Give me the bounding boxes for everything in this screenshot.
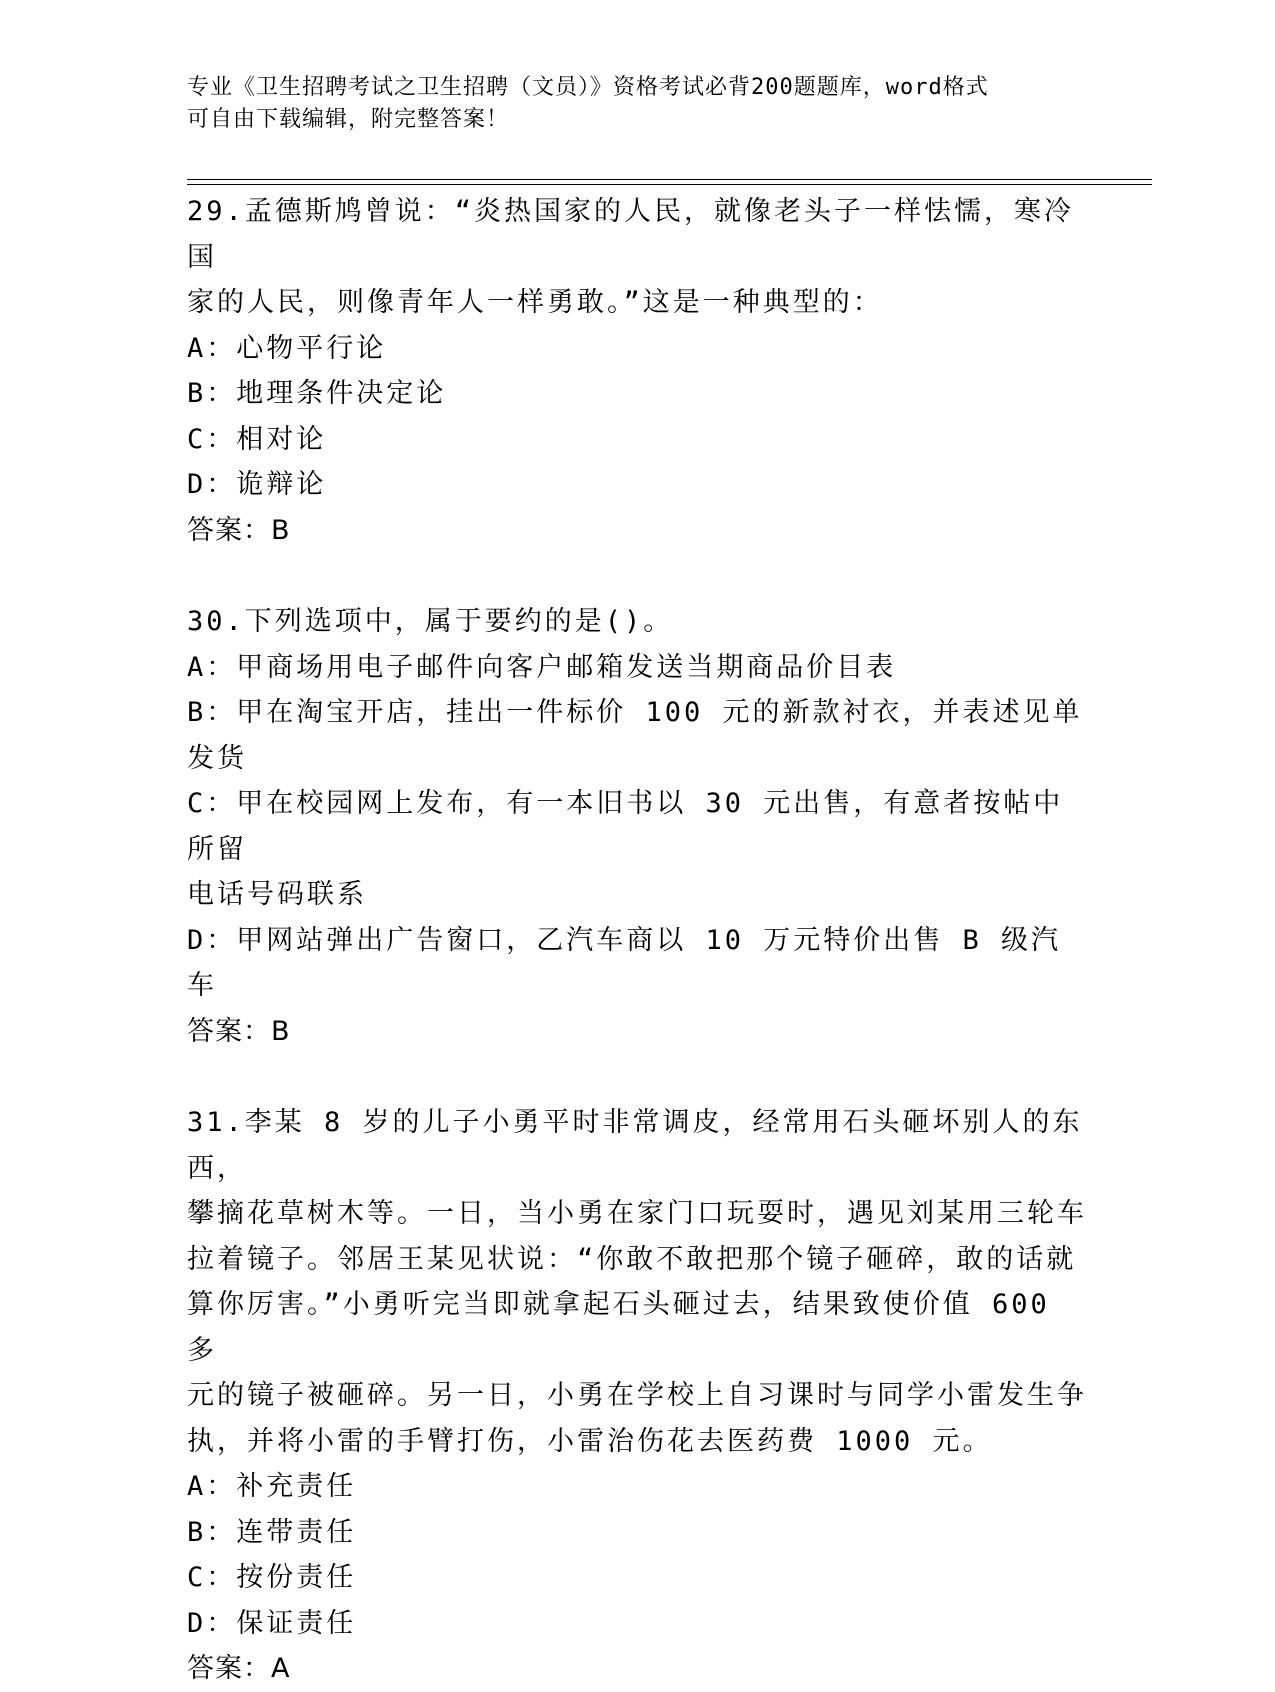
question-stem-line: 算你厉害。”小勇听完当即就拿起石头砸过去，结果致使价值 600 多 bbox=[187, 1289, 1050, 1366]
question-30 bbox=[187, 599, 1087, 1054]
question-stem-line: 执，并将小雷的手臂打伤，小雷治伤花去医药费 1000 元。 bbox=[187, 1425, 993, 1457]
header-line-1: 专业《卫生招聘考试之卫生招聘（文员）》资格考试必背200题题库，word格式 bbox=[187, 75, 989, 100]
question-stem-line: 31.李某 8 岁的儿子小勇平时非常调皮，经常用石头砸坏别人的东西， bbox=[187, 1107, 1083, 1184]
question-stem-line: 30.下列选项中，属于要约的是()。 bbox=[187, 606, 674, 637]
question-29 bbox=[187, 189, 1087, 553]
option-a: A：心物平行论 bbox=[187, 332, 387, 364]
question-stem-line: 元的镜子被砸碎。另一日，小勇在学校上自习课时与同学小雷发生争 bbox=[187, 1380, 1087, 1411]
option-b: B：连带责任 bbox=[187, 1516, 357, 1548]
option-d: D：诡辩论 bbox=[187, 469, 327, 500]
option-a: A：甲商场用电子邮件向客户邮箱发送当期商品价目表 bbox=[187, 651, 897, 683]
option-c: C：按份责任 bbox=[187, 1562, 357, 1593]
answer-line: 答案：B bbox=[187, 514, 291, 546]
question-stem-line: 拉着镜子。邻居王某见状说：“你敢不敢把那个镜子砸碎，敢的话就 bbox=[187, 1243, 1077, 1275]
question-31 bbox=[187, 1100, 1087, 1692]
question-list bbox=[187, 189, 1087, 1692]
document-header bbox=[187, 72, 1067, 136]
option-d: D：保证责任 bbox=[187, 1607, 357, 1639]
option-d: D：甲网站弹出广告窗口，乙汽车商以 10 万元特价出售 B 级汽车 bbox=[187, 924, 1062, 1001]
option-a: A：补充责任 bbox=[187, 1471, 357, 1502]
header-divider-top bbox=[187, 179, 1152, 180]
header-line-2: 可自由下载编辑，附完整答案！ bbox=[187, 107, 510, 132]
answer-line: 答案：B bbox=[187, 1015, 291, 1047]
option-b: B：地理条件决定论 bbox=[187, 378, 447, 409]
option-c-continuation: 电话号码联系 bbox=[187, 879, 367, 910]
option-c: C：甲在校园网上发布，有一本旧书以 30 元出售，有意者按帖中所留 bbox=[187, 788, 1064, 865]
question-stem-line: 29.孟德斯鸠曾说：“炎热国家的人民，就像老头子一样怯懦，寒冷国 bbox=[187, 196, 1075, 273]
option-b: B：甲在淘宝开店，挂出一件标价 100 元的新款衬衣，并表述见单发货 bbox=[187, 697, 1083, 774]
answer-line: 答案：A bbox=[187, 1653, 291, 1684]
question-stem-line: 家的人民，则像青年人一样勇敢。”这是一种典型的： bbox=[187, 287, 883, 318]
header-divider-bottom bbox=[187, 184, 1152, 185]
question-stem-line: 攀摘花草树木等。一日，当小勇在家门口玩耍时，遇见刘某用三轮车 bbox=[187, 1198, 1087, 1229]
option-c: C：相对论 bbox=[187, 423, 327, 455]
